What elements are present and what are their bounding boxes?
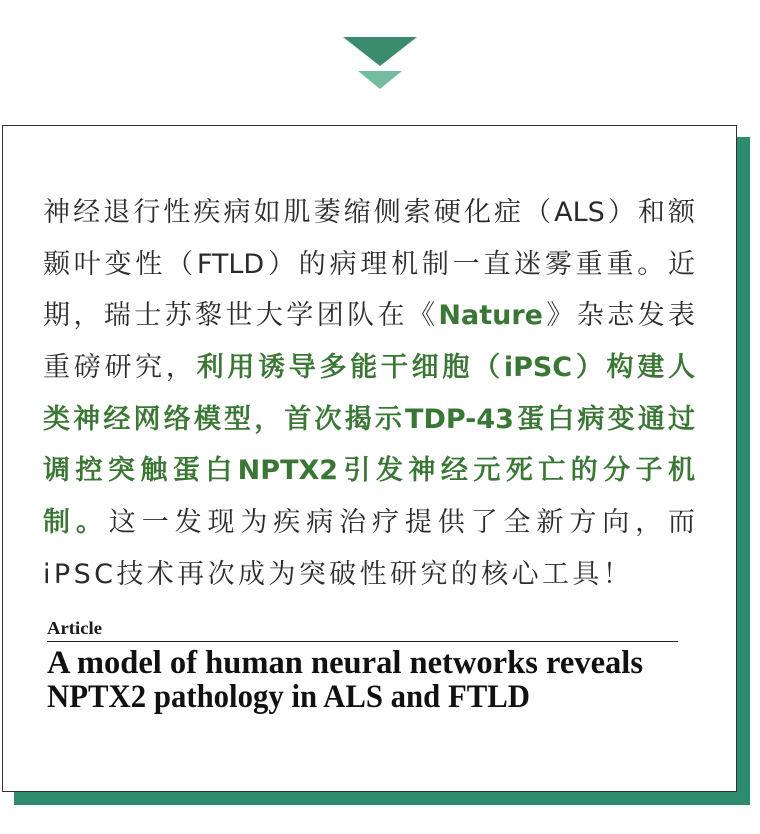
intro-text: 颞叶变性（FTLD）的病理机制一直迷雾重重。近	[43, 248, 695, 280]
highlight-text: 类神经网络模型，首次揭示TDP-43蛋白病变通过	[43, 403, 695, 435]
intro-text: 》杂志发表	[542, 300, 696, 332]
chevron-down-icon	[343, 37, 417, 66]
intro-line	[43, 445, 695, 497]
intro-line	[43, 342, 695, 394]
article-label: Article	[47, 618, 103, 638]
intro-line	[43, 239, 695, 291]
intro-line	[43, 497, 695, 549]
highlight-text: 利用诱导多能干细胞（iPSC）构建人	[196, 352, 695, 384]
intro-text: 这一发现为疾病治疗提供了全新方向，而	[108, 507, 696, 539]
intro-line	[43, 290, 695, 342]
highlight-text: 调控突触蛋白NPTX2引发神经元死亡的分子机	[43, 455, 695, 487]
intro-text: 重磅研究，	[43, 352, 197, 384]
intro-text: 神经退行性疾病如肌萎缩侧索硬化症（ALS）和额	[43, 197, 695, 228]
intro-text: iPSC技术再次成为突破性研究的核心工具！	[43, 558, 634, 590]
intro-line	[43, 394, 695, 446]
article-header	[40, 610, 700, 722]
intro-line	[43, 549, 695, 601]
double-chevron-down-icon	[0, 0, 760, 100]
article-title-line: A model of human neural networks reveals	[47, 645, 644, 681]
article-title-line: NPTX2 pathology in ALS and FTLD	[47, 679, 530, 715]
intro-text: 期，瑞士苏黎世大学团队在《	[43, 300, 439, 332]
highlight-text: 制。	[43, 507, 109, 539]
intro-line	[43, 187, 695, 239]
chevron-down-icon	[358, 71, 402, 89]
intro-paragraph	[43, 187, 695, 601]
journal-name-highlight: Nature	[438, 300, 543, 332]
